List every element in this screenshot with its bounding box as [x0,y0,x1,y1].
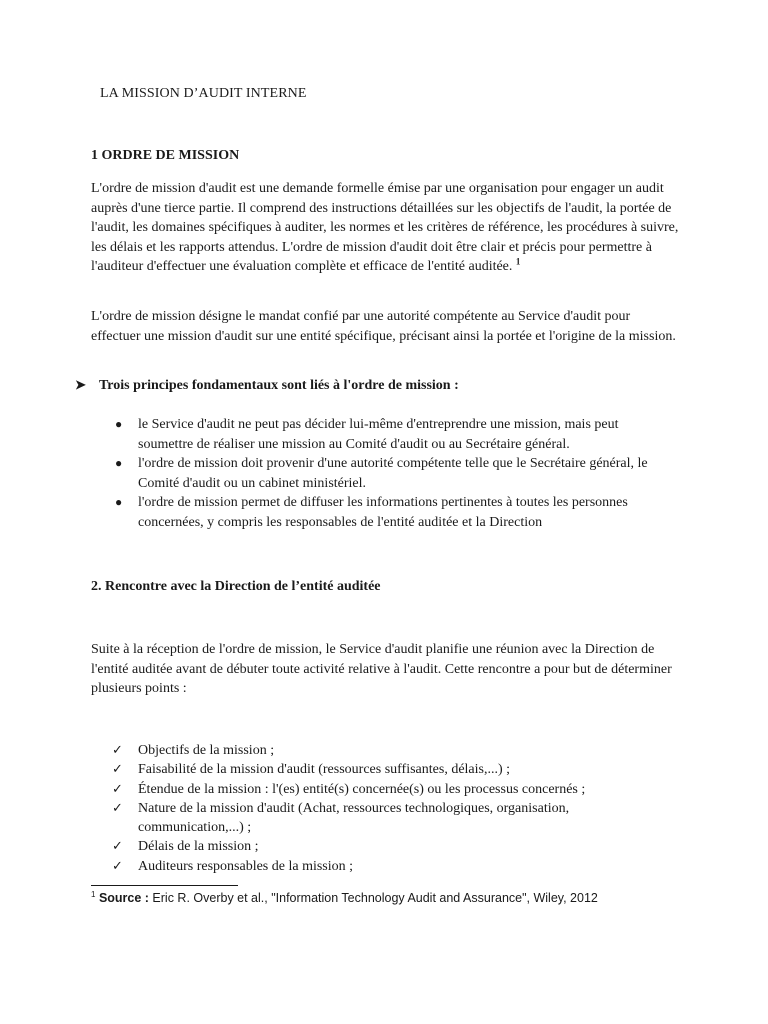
list-item-text: le Service d'audit ne peut pas décider lui-même d'entreprendre une mission, mais peut soumettre de réaliser une mission au Comité d'audit ou au Secrétaire général. [138,417,619,452]
list-item-text: Faisabilité de la mission d'audit (ressources suffisantes, délais,...) ; [138,762,511,778]
checkmark-icon: ✓ [112,839,123,855]
section-1-heading: 1 ORDRE DE MISSION [91,148,240,163]
footnote-text: Eric R. Overby et al., "Information Technology Audit and Assurance", Wiley, 2012 [148,891,598,905]
bullet-icon: ● [115,495,123,509]
list-item-text: Objectifs de la mission ; [138,743,275,758]
footnote-separator [91,885,238,886]
list-item-text: l'ordre de mission permet de diffuser les informations pertinentes à toutes les personnes concernées, y compris les responsables de l'entité auditée et la Direction [138,495,628,530]
section-1-paragraph-2: L'ordre de mission désigne le mandat confié par une autorité compétente au Service d'audit pour effectuer une mission d'audit sur une entité spécifique, précisant ainsi la portée et l'origine de la mission. [91,309,676,344]
list-item [91,454,651,493]
section-2-heading: 2. Rencontre avec la Direction de l’entité auditée [91,579,381,594]
list-item [91,799,651,838]
checkmark-icon: ✓ [112,858,123,874]
footnote-reference: 1 [515,256,521,267]
checkmark-icon: ✓ [112,781,123,797]
list-item [91,837,651,856]
list-item [91,857,651,876]
checkmark-icon: ✓ [112,800,123,816]
list-item [91,493,651,532]
list-item-text: Délais de la mission ; [138,839,259,855]
footnote-source-label: Source : [98,891,149,905]
list-item [91,741,651,760]
list-item [91,415,651,454]
bullet-icon: ● [115,417,123,431]
checkmark-icon: ✓ [112,743,123,758]
arrow-right-icon: ➤ [75,377,86,392]
section-2-paragraph-1: Suite à la réception de l'ordre de mission, le Service d'audit planifie une réunion avec la Direction de l'entité auditée avant de débuter toute activité relative à l'audit. Cette rencontre a pour but de déterminer plusieurs points : [91,642,672,696]
footnote [91,891,598,905]
principles-heading [75,377,459,394]
footnote-number: 1 [91,889,96,899]
list-item [91,760,651,779]
document-title: LA MISSION D’AUDIT INTERNE [100,86,307,101]
principles-heading-text: Trois principes fondamentaux sont liés à l'ordre de mission : [99,378,459,393]
list-item-text: Auditeurs responsables de la mission ; [138,858,354,874]
section-1-paragraph-1-text: L'ordre de mission d'audit est une demande formelle émise par une organisation pour engager un audit auprès d'une tierce partie. Il comprend des instructions détaillées sur les objectifs de l'audit, la portée de l'audit, les domaines spécifiques à auditer, les normes et les critères de référence, les procédures à suivre, les délais et les rapports attendus. L'ordre de mission d'audit doit être clair et précis pour permettre à l'auditeur d'effectuer une évaluation complète et efficace de l'entité auditée. [91,181,679,274]
principles-list [91,415,651,532]
list-item-text: l'ordre de mission doit provenir d'une autorité compétente telle que le Secrétaire général, le Comité d'audit ou un cabinet ministériel. [138,456,648,491]
list-item-text: Étendue de la mission : l'(es) entité(s) concernée(s) ou les processus concernés ; [138,781,586,797]
meeting-points-list [91,741,651,876]
list-item [91,780,651,799]
bullet-icon: ● [115,456,123,470]
section-1-paragraph-1 [91,179,681,277]
checkmark-icon: ✓ [112,762,123,778]
list-item-text: Nature de la mission d'audit (Achat, ressources technologiques, organisation, communication,...) ; [138,800,570,836]
